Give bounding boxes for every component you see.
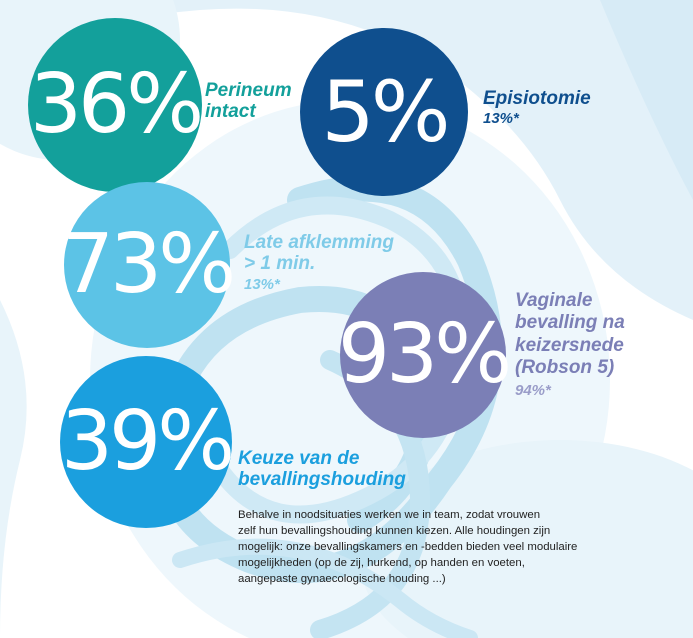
stat-circle-perineum bbox=[28, 18, 202, 192]
stat-reference-value: 13%* bbox=[244, 275, 280, 293]
stat-label-line: Episiotomie bbox=[483, 88, 591, 109]
stat-circle-late-afklemming bbox=[61, 182, 233, 348]
stat-value-episiotomie: 5% bbox=[321, 63, 447, 161]
body-paragraph bbox=[238, 508, 638, 588]
stat-label-line: keizersnede bbox=[515, 334, 624, 356]
stat-label-line: Late afklemming bbox=[244, 232, 394, 253]
stat-label-vaginale-bevalling bbox=[515, 290, 625, 399]
stat-value-bevallingshouding: 39% bbox=[60, 394, 232, 489]
stat-label-line: Vaginale bbox=[515, 290, 593, 311]
stat-reference-value: 94%* bbox=[515, 381, 551, 399]
body-line: mogelijkheden (op de zij, hurkend, op handen en voeten, bbox=[238, 556, 525, 569]
stat-label-line: intact bbox=[205, 101, 256, 123]
stat-label-line: > 1 min. bbox=[244, 253, 316, 275]
body-line: mogelijk: onze bevallingskamers en -bedden bieden veel modulaire bbox=[238, 540, 578, 553]
stat-value-vaginale-bevalling: 93% bbox=[337, 307, 509, 402]
stat-circle-bevallingshouding bbox=[60, 356, 232, 528]
stat-circle-vaginale-bevalling bbox=[337, 272, 509, 438]
stat-label-late-afklemming bbox=[244, 232, 394, 293]
stat-label-perineum bbox=[205, 80, 292, 123]
body-line: Behalve in noodsituaties werken we in team, zodat vrouwen bbox=[238, 509, 541, 521]
stat-label-episiotomie bbox=[483, 88, 591, 128]
stat-value-late-afklemming: 73% bbox=[61, 217, 233, 312]
body-line: aangepaste gynaecologische houding ...) bbox=[238, 572, 446, 585]
stat-reference-value: 13%* bbox=[483, 110, 519, 128]
stat-circle-episiotomie bbox=[300, 28, 468, 196]
stat-label-bevallingshouding bbox=[238, 448, 406, 491]
stat-label-line: Keuze van de bbox=[238, 448, 360, 469]
body-line: zelf hun bevallingshouding kunnen kiezen. Alle houdingen zijn bbox=[238, 524, 551, 537]
stat-label-line: bevallingshouding bbox=[238, 469, 406, 491]
stat-label-line: Perineum bbox=[205, 80, 292, 101]
stat-label-line: bevalling na bbox=[515, 312, 625, 334]
stat-value-perineum: 36% bbox=[29, 57, 201, 152]
stat-label-line: (Robson 5) bbox=[515, 357, 615, 379]
